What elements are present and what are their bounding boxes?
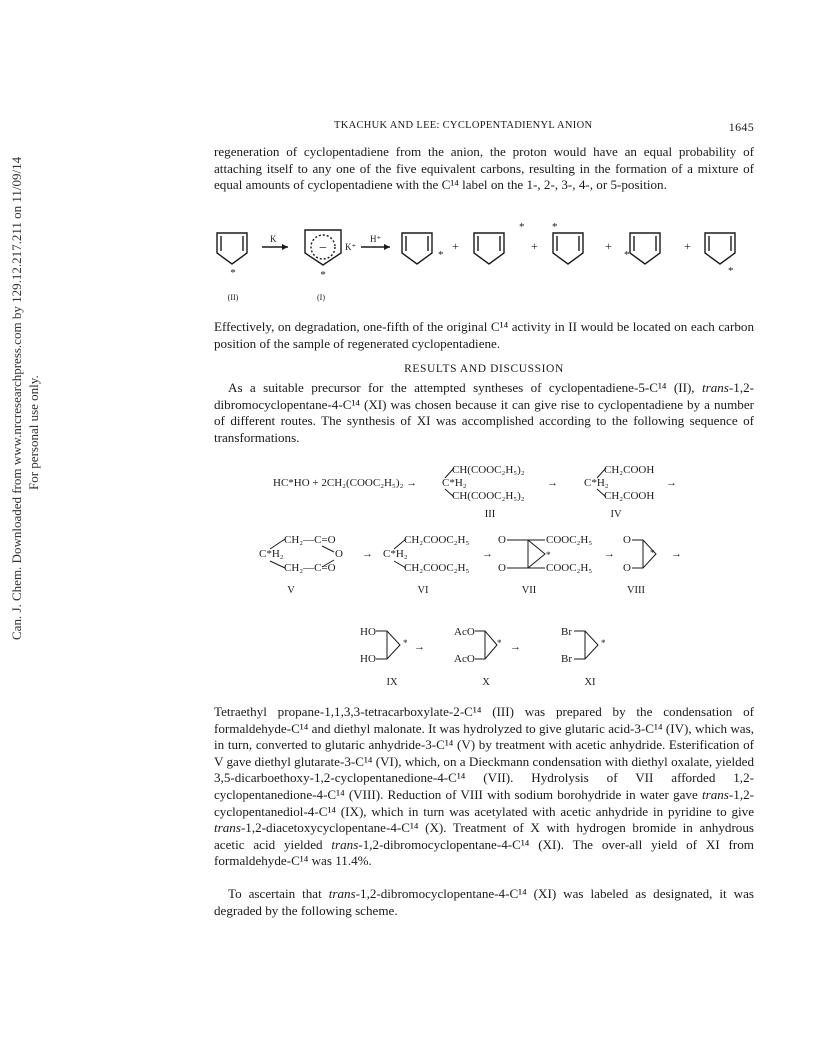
final-text-1: To ascertain that	[228, 886, 329, 901]
X-star: *	[497, 638, 502, 648]
plus-4: +	[684, 239, 691, 253]
arrow-VII-VIII: →	[604, 548, 615, 560]
III-mid: C*H₂	[442, 477, 467, 489]
V-top: CH₂—C=O	[284, 534, 336, 546]
results-text-2: -1,2-dibromocyclopentane-4-C¹⁴ (XI) was chosen because it can give rise to cyclopentadiene by a number of different routes. The synthesis of XI was accomplished according to the following sequence of transformations.	[214, 380, 754, 445]
V-bot: CH₂—C=O	[284, 562, 336, 574]
label-star-ring4: *	[624, 249, 630, 261]
page-number: 1645	[728, 120, 754, 134]
arrow-III-IV: →	[547, 477, 558, 489]
label-XI: XI	[584, 677, 596, 688]
label-VII: VII	[521, 585, 537, 596]
VII-ester2: COOC₂H₅	[546, 562, 593, 574]
final-paragraph	[214, 886, 754, 919]
synthesis-scheme	[0, 448, 816, 708]
label-V: V	[287, 585, 295, 596]
arrow-IX-X: →	[414, 641, 425, 653]
plus-1: +	[452, 239, 459, 253]
IV-bot: CH₂COOH	[604, 490, 655, 502]
label-star-ring2: *	[519, 221, 525, 233]
label-VIII: VIII	[626, 585, 646, 596]
XI-bot: Br	[561, 653, 572, 665]
results-text-1: As a suitable precursor for the attempted syntheses of cyclopentadiene-5-C¹⁴ (II),	[228, 380, 695, 395]
intro-text: regeneration of cyclopentadiene from the anion, the proton would have an equal probability of attaching itself to any one of the five equivalent carbons, resulting in the formation of a mixture of equal amounts of cyclopentadiene with the C¹⁴ label on the 1-, 2-, 3-, 4-, or 5-position.	[214, 144, 754, 193]
main-text-2: -1,2-cyclopentanediol-4-C¹⁴ (IX), which in turn was acetylated with acetic anhydride in pyridine to give	[214, 786, 754, 819]
main-text-3: -1,2-diacetoxycyclopentane-4-C¹⁴ (X). Treatment of X with hydrogen bromide in anhydrous acetic acid yielded	[214, 820, 754, 852]
plus-3: +	[605, 239, 612, 253]
reagent-h: H⁺	[370, 234, 382, 244]
VIII-star: *	[650, 548, 655, 558]
anion-charge: −	[319, 241, 327, 256]
label-IV: IV	[610, 509, 622, 520]
results-paragraph	[214, 380, 754, 446]
compound-label-II: (II)	[227, 293, 239, 302]
label-X: X	[482, 677, 490, 688]
label-VI: VI	[417, 585, 429, 596]
reactants: HC*HO + 2CH₂(COOC₂H₅)₂ →	[273, 477, 418, 489]
arrow-VIII-IX: →	[671, 548, 682, 560]
plus-2: +	[531, 239, 538, 253]
III-bot: CH(COOC₂H₅)₂	[452, 490, 525, 502]
V-ring-o: O	[335, 548, 343, 560]
VI-mid: C*H₂	[383, 548, 408, 560]
VIII-o2: O	[623, 562, 631, 574]
final-text-2: -1,2-dibromocyclopentane-4-C¹⁴ (XI) was labeled as designated, it was degraded by the following scheme.	[214, 886, 754, 918]
VII-star: *	[546, 550, 551, 560]
IV-top: CH₂COOH	[604, 464, 655, 476]
main-text-4: -1,2-dibromocyclopentane-4-C¹⁴ (XI). The over-all yield of XI from formaldehyde-C¹⁴ was 11.4%.	[214, 836, 754, 869]
main-paragraph	[214, 704, 754, 870]
arrow-V-VI: →	[362, 548, 373, 560]
label-IX: IX	[386, 677, 398, 688]
IX-top: HO	[360, 626, 376, 638]
compound-label-I: (I)	[317, 293, 325, 302]
IX-bot: HO	[360, 653, 376, 665]
label-star-ring1: *	[438, 249, 444, 261]
IV-mid: C*H₂	[584, 477, 609, 489]
download-notice: Can. J. Chem. Downloaded from www.nrcresearchpress.com by 129.12.217.211 on 11/09/14	[9, 156, 24, 640]
VII-ester1: COOC₂H₅	[546, 534, 593, 546]
V-mid: C*H₂	[259, 548, 284, 560]
label-star-ring5: *	[728, 265, 734, 277]
VII-o1: O	[498, 534, 506, 546]
personal-use-notice: For personal use only.	[26, 375, 41, 490]
label-star-I: *	[320, 269, 326, 281]
reagent-k: K	[270, 234, 277, 244]
trans-italic-3: trans	[331, 836, 359, 852]
arrow-X-XI: →	[510, 641, 521, 653]
trans-italic-4: trans	[328, 886, 356, 901]
X-bot: AcO	[454, 653, 475, 665]
III-top: CH(COOC₂H₅)₂	[452, 464, 525, 476]
label-III: III	[484, 509, 496, 520]
IX-star: *	[403, 638, 408, 648]
label-star-ring3: *	[552, 221, 558, 233]
trans-italic-1: trans	[701, 786, 729, 802]
effectively-paragraph	[214, 319, 754, 352]
running-header	[214, 120, 754, 136]
XI-top: Br	[561, 626, 572, 638]
effectively-text: Effectively, on degradation, one-fifth of the original C¹⁴ activity in II would be located on each carbon position of the sample of regenerated cyclopentadiene.	[214, 319, 754, 351]
label-star-II: *	[230, 267, 236, 279]
trans-italic-2: trans	[214, 820, 241, 836]
intro-paragraph	[214, 144, 754, 194]
main-text-1: Tetraethyl propane-1,1,3,3-tetracarboxylate-2-C¹⁴ (III) was prepared by the condensation of formaldehyde-C¹⁴ and diethyl malonate. It was hydrolyzed to give glutaric acid-3-C¹⁴ (IV), which was, in turn, converted to glutaric anhydride-3-C¹⁴ (V) by treatment with acetic anhydride. Esterification of V gave diethyl glutarate-3-C¹⁴ (VI), which, on a Dieckmann condensation with diethyl oxalate, yielded 3,5-dicarboethoxy-1,2-cyclopentanedione-4-C¹⁴ (VII). Hydrolysis of VII afforded 1,2-cyclopentanedione-4-C¹⁴ (VIII). Reduction of VIII with sodium borohydride in water gave	[214, 704, 754, 802]
VI-bot: CH₂COOC₂H₅	[404, 562, 470, 574]
arrow-VI-VII: →	[482, 548, 493, 560]
counter-ion: K⁺	[345, 242, 357, 252]
VIII-o1: O	[623, 534, 631, 546]
running-title: TKACHUK AND LEE: CYCLOPENTADIENYL ANION	[334, 120, 593, 131]
VI-top: CH₂COOC₂H₅	[404, 534, 470, 546]
trans-italic: trans	[701, 380, 729, 395]
XI-star: *	[601, 638, 606, 648]
X-top: AcO	[454, 626, 475, 638]
section-heading: RESULTS AND DISCUSSION	[404, 363, 564, 375]
VII-o2: O	[498, 562, 506, 574]
arrow-IV-V: →	[666, 477, 677, 489]
